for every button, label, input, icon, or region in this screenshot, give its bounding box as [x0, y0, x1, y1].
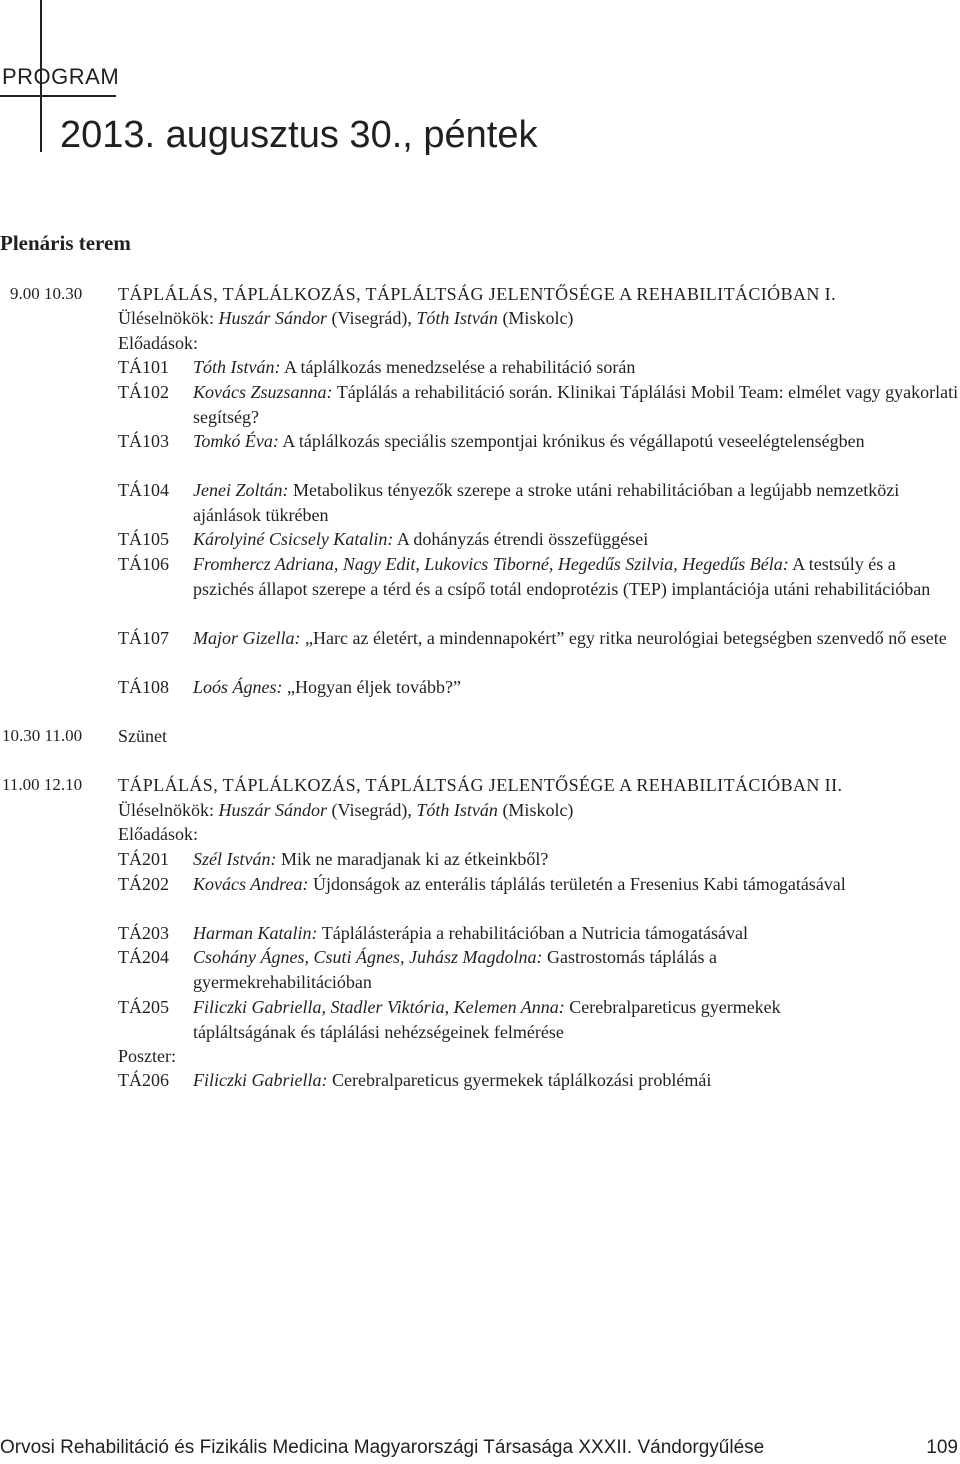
talk-author: Harman Katalin: [193, 923, 318, 943]
talk-title: A dohányzás étrendi összefüggései [396, 529, 649, 549]
session1-title: TÁPLÁLÁS, TÁPLÁLKOZÁS, TÁPLÁLTSÁG JELENTŐSÉGE A REHABILITÁCIÓBAN I. [118, 284, 836, 304]
talk-title: Táplálásterápia a rehabilitációban a Nutricia támogatásával [321, 923, 748, 943]
talk-code: TÁ204 [118, 947, 169, 967]
talks-label: Előadások: [118, 333, 198, 353]
break-label: Szünet [118, 726, 167, 746]
page-title: 2013. augusztus 30., péntek [60, 114, 538, 156]
chair-location: (Miskolc) [502, 800, 574, 820]
talk-code: TÁ104 [118, 480, 169, 500]
talk-code: TÁ201 [118, 849, 169, 869]
poster-author: Filiczki Gabriella: [193, 1070, 328, 1090]
chair-location: (Miskolc) [502, 308, 574, 328]
chairs-label: Üléselnökök: [118, 308, 214, 328]
talk-author: Loós Ágnes: [193, 677, 283, 697]
section-label: PROGRAM [2, 64, 120, 89]
talk-title: Cerebralpareticus gyermekek tápláltságának és táplálási nehézségeinek felmérése [193, 997, 781, 1042]
talk-title: A táplálkozás menedzselése a rehabilitáció során [284, 357, 636, 377]
chair-name: Huszár Sándor [218, 800, 328, 820]
talk-author: Kovács Andrea: [193, 874, 309, 894]
break-time: 10.30 11.00 [2, 726, 83, 745]
session1-time: 9.00 10.30 [10, 284, 83, 303]
talk-entry [193, 995, 883, 1044]
talk-author: Tomkó Éva: [193, 431, 279, 451]
talk-author: Csohány Ágnes, Csuti Ágnes, Juhász Magdolna: [193, 947, 543, 967]
talk-code: TÁ102 [118, 382, 169, 402]
footer-text: Orvosi Rehabilitáció és Fizikális Medicina Magyarországi Társasága XXXII. Vándorgyűlése [0, 1437, 765, 1458]
talk-code: TÁ203 [118, 923, 169, 943]
page-footer [0, 1437, 960, 1459]
talk-code: TÁ107 [118, 628, 169, 648]
talk-author: Tóth István: [193, 357, 281, 377]
poster-entry [193, 1068, 959, 1093]
talk-author: Filiczki Gabriella, Stadler Viktória, Kelemen Anna: [193, 997, 565, 1017]
talk-code: TÁ106 [118, 554, 169, 574]
poster-label: Poszter: [118, 1046, 176, 1066]
talk-title: Mik ne maradjanak ki az étkeinkből? [280, 849, 549, 869]
talk-author: Károlyiné Csicsely Katalin: [193, 529, 394, 549]
chair-name: Huszár Sándor [218, 308, 328, 328]
talk-author: Fromhercz Adriana, Nagy Edit, Lukovics Tiborné, Hegedűs Szilvia, Hegedűs Béla: [193, 554, 789, 574]
talk-entry [193, 872, 853, 897]
talk-title: A testsúly és a pszichés állapot szerepe a térd és a csípő totál endoprotézis (TEP) implantációja utáni rehabilitációban [193, 554, 931, 599]
talk-author: Kovács Zsuzsanna: [193, 382, 333, 402]
talk-entry [193, 675, 959, 700]
talk-author: Major Gizella: [193, 628, 301, 648]
talk-author: Szél István: [193, 849, 277, 869]
session1-chairs [118, 306, 573, 331]
talk-title: Gastrostomás táplálás a gyermekrehabilitációban [193, 947, 717, 992]
talk-code: TÁ108 [118, 677, 169, 697]
poster-title: Cerebralpareticus gyermekek táplálkozási problémái [331, 1070, 712, 1090]
talk-title: „Harc az életért, a mindennapokért” egy ritka neurológiai betegségben szenvedő nő esete [305, 628, 947, 648]
talk-entry [193, 355, 959, 380]
chair-name: Tóth István [416, 308, 498, 328]
talk-title: Újdonságok az enterális táplálás területén a Fresenius Kabi támogatásával [312, 874, 846, 894]
talk-code: TÁ101 [118, 357, 169, 377]
poster-code: TÁ206 [118, 1070, 169, 1090]
talk-entry [193, 478, 959, 527]
talk-entry [193, 380, 959, 429]
talk-code: TÁ103 [118, 431, 169, 451]
chairs-label: Üléselnökök: [118, 800, 214, 820]
talks-label: Előadások: [118, 824, 198, 844]
talk-title: Metabolikus tényezők szerepe a stroke utáni rehabilitációban a legújabb nemzetközi ajánlások tükrében [193, 480, 900, 525]
talk-code: TÁ202 [118, 874, 169, 894]
talk-entry [193, 429, 959, 454]
talk-code: TÁ105 [118, 529, 169, 549]
talk-entry [193, 527, 959, 552]
room-heading: Plenáris terem [0, 231, 131, 255]
page-number: 109 [926, 1437, 958, 1458]
talk-author: Jenei Zoltán: [193, 480, 289, 500]
session2-chairs [118, 798, 573, 823]
talk-entry [193, 945, 813, 994]
header-horizontal-rule [0, 95, 116, 97]
talk-entry [193, 626, 959, 651]
talk-code: TÁ205 [118, 997, 169, 1017]
talk-entry [193, 847, 959, 872]
talk-entry [193, 921, 959, 946]
session2-time: 11.00 12.10 [2, 775, 83, 794]
talk-entry [193, 552, 959, 601]
chair-location: (Visegrád), [331, 800, 412, 820]
talk-title: A táplálkozás speciális szempontjai krónikus és végállapotú veseelégtelenségben [282, 431, 865, 451]
chair-location: (Visegrád), [331, 308, 412, 328]
session2-title: TÁPLÁLÁS, TÁPLÁLKOZÁS, TÁPLÁLTSÁG JELENTŐSÉGE A REHABILITÁCIÓBAN II. [118, 775, 843, 795]
chair-name: Tóth István [416, 800, 498, 820]
talk-title: Táplálás a rehabilitáció során. Klinikai Táplálási Mobil Team: elmélet vagy gyakorlati segítség? [193, 382, 959, 427]
talk-title: „Hogyan éljek tovább?” [287, 677, 461, 697]
